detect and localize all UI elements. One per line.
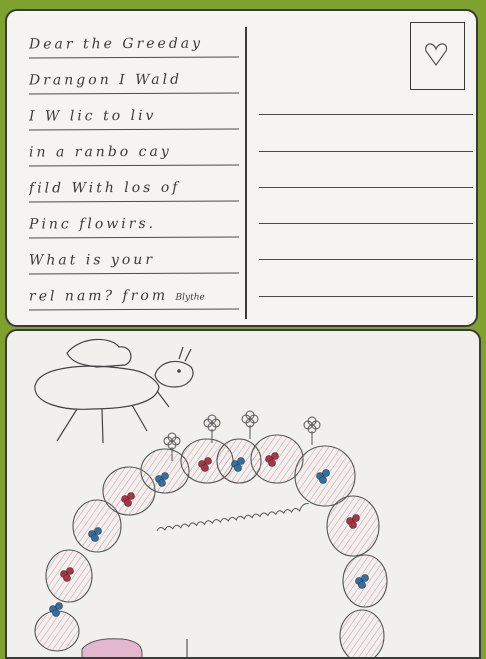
stamp-box xyxy=(410,22,465,90)
message-line-8 xyxy=(29,282,239,310)
message-line-4: in a ranbo cay xyxy=(29,138,239,166)
child-drawing xyxy=(7,331,481,659)
postcard-divider xyxy=(245,27,247,319)
dragon-legs xyxy=(57,391,169,443)
dragon-drawing xyxy=(35,339,193,443)
message-line-6: Pinc flowirs. xyxy=(29,210,239,238)
address-line xyxy=(259,114,473,115)
message-line-5: fild With los of xyxy=(29,174,239,202)
dragon-body xyxy=(35,366,159,409)
address-line xyxy=(259,296,473,297)
message-line-2: Drangon I Wald xyxy=(29,66,239,94)
address-line xyxy=(259,259,473,260)
arch-segment xyxy=(35,611,79,651)
drawing-panel xyxy=(5,329,481,659)
arch-segment xyxy=(340,610,384,659)
postcard-front xyxy=(5,9,478,327)
message-line-7: What is your xyxy=(29,246,239,274)
dragon-eye xyxy=(178,370,180,372)
inner-scallop-arc xyxy=(156,503,309,531)
heart-icon xyxy=(411,23,463,88)
address-line xyxy=(259,223,473,224)
dragon-head xyxy=(155,361,193,387)
dragon-horns xyxy=(179,347,191,361)
message-line-8-text: rel nam? from xyxy=(28,287,169,305)
address-line xyxy=(259,151,473,152)
signature: Blythe xyxy=(175,292,205,303)
rainbow-arch xyxy=(35,435,387,659)
dragon-wing xyxy=(67,339,131,367)
address-line xyxy=(259,187,473,188)
message-line-3: I W lic to liv xyxy=(29,102,239,130)
message-line-1: Dear the Greeday xyxy=(29,30,239,58)
